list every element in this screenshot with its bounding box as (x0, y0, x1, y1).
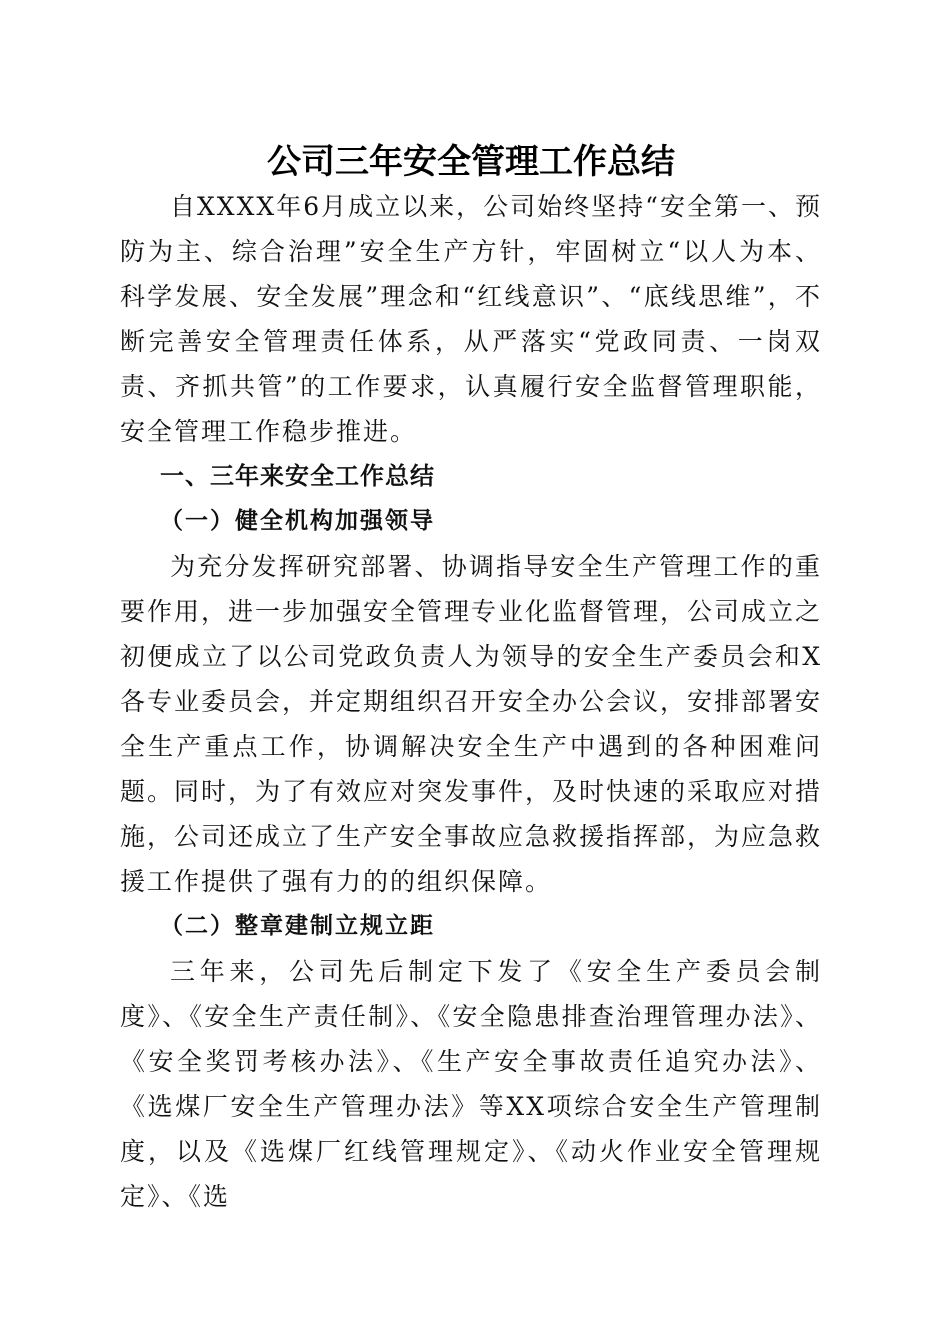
document-title: 公司三年安全管理工作总结 (267, 142, 675, 182)
document-page (120, 140, 822, 1219)
subsection-heading-2: （二）整章建制立规立距 (160, 913, 435, 939)
intro-paragraph: 自XXXX年6月成立以来，公司始终坚持“安全第一、预防为主、综合治理”安全生产方针，牢固树立“以人为本、科学发展、安全发展”理念和“红线意识”、“底线思维”，不断完善安全管理责任体系，从严落实“党政同责、一岗双责、齐抓共管”的工作要求，认真履行安全监督管理职能，安全管理工作稳步推进。 (120, 192, 822, 446)
subsection-2-paragraph: 三年来，公司先后制定下发了《安全生产委员会制度》、《安全生产责任制》、《安全隐患排查治理管理办法》、《安全奖罚考核办法》、《生产安全事故责任追究办法》、《选煤厂安全生产管理办法》等XX项综合安全生产管理制度，以及《选煤厂红线管理规定》、《动火作业安全管理规定》、《选 (120, 957, 822, 1211)
subsection-1-paragraph: 为充分发挥研究部署、协调指导安全生产管理工作的重要作用，进一步加强安全管理专业化监督管理，公司成立之初便成立了以公司党政负责人为领导的安全生产委员会和X各专业委员会，并定期组织召开安全办公会议，安排部署安全生产重点工作，协调解决安全生产中遇到的各种困难问题。同时，为了有效应对突发事件，及时快速的采取应对措施，公司还成立了生产安全事故应急救援指挥部，为应急救援工作提供了强有力的的组织保障。 (120, 552, 823, 896)
section-heading-1: 一、三年来安全工作总结 (160, 462, 435, 490)
subsection-heading-1: （一）健全机构加强领导 (160, 508, 435, 534)
